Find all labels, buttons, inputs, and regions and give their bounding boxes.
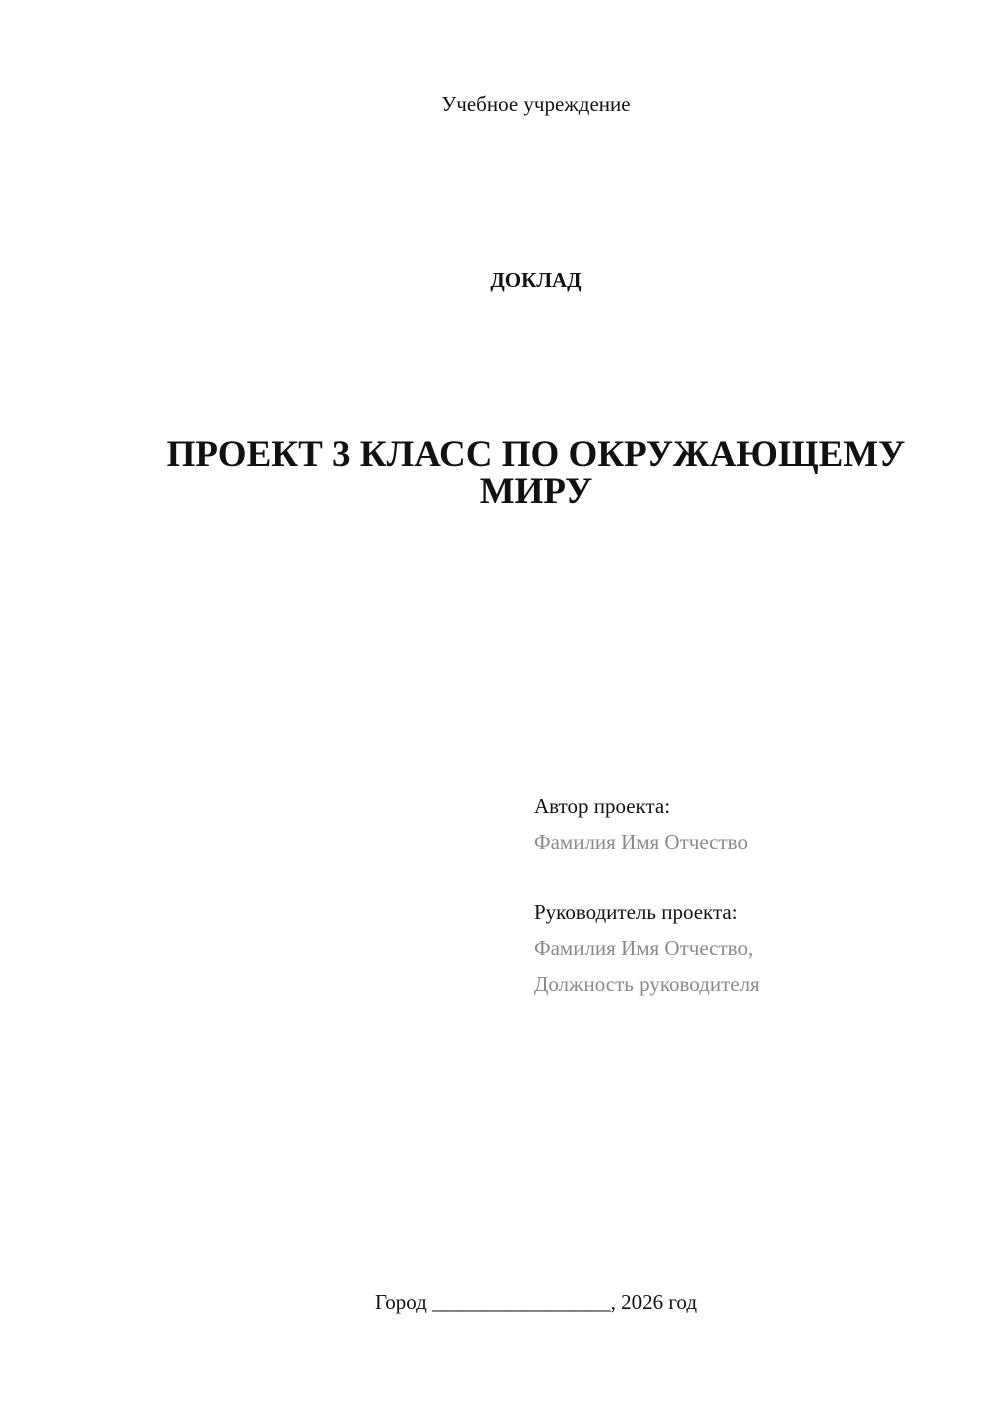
year-text: , 2026 год	[610, 1290, 698, 1314]
city-label: Город	[374, 1290, 427, 1314]
project-info-block	[534, 788, 760, 1002]
document-type: ДОКЛАД	[490, 268, 582, 292]
document-title	[130, 436, 942, 510]
info-spacer	[534, 860, 760, 894]
title-line-1: ПРОЕКТ 3 КЛАСС ПО ОКРУЖАЮЩЕМУ	[166, 434, 906, 475]
title-line-2: МИРУ	[479, 471, 593, 512]
supervisor-label: Руководитель проекта:	[534, 900, 738, 924]
institution-name: Учебное учреждение	[441, 92, 631, 116]
city-year-line	[0, 1290, 1000, 1315]
supervisor-name: Фамилия Имя Отчество,	[534, 936, 754, 960]
city-underline: _________________	[432, 1290, 611, 1314]
author-name: Фамилия Имя Отчество	[534, 830, 748, 854]
author-label: Автор проекта:	[534, 794, 671, 818]
supervisor-position: Должность руководителя	[534, 972, 760, 996]
